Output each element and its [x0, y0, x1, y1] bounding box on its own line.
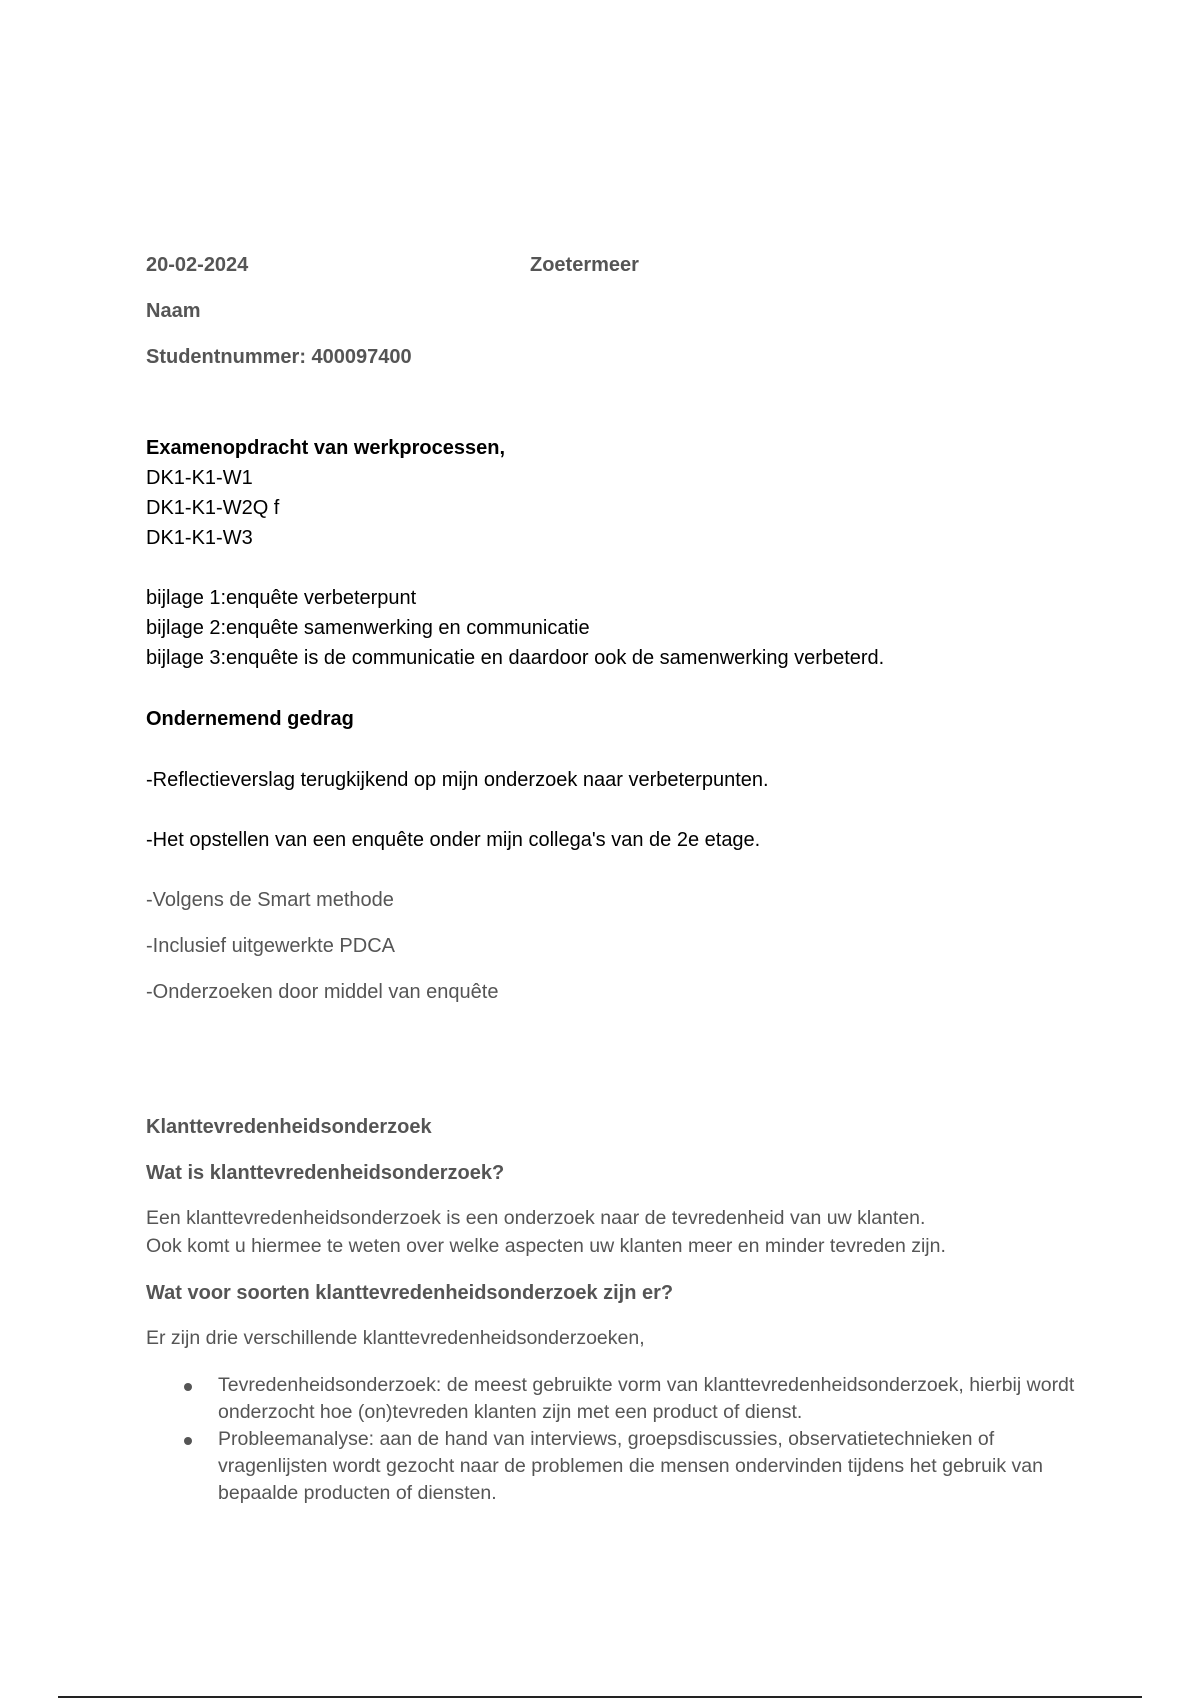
list-item — [180, 1372, 1080, 1426]
list-item — [180, 1426, 1080, 1507]
exam-title: Examenopdracht van werkprocessen, — [146, 437, 506, 459]
exam-code: DK1-K1-W2Q f — [146, 497, 280, 519]
question-heading: Wat is klanttevredenheidsonderzoek? — [146, 1162, 505, 1184]
attachment-item: bijlage 3:enquête is de communicatie en daardoor ook de samenwerking verbeterd. — [146, 647, 885, 669]
page-bottom-rule — [58, 1696, 1142, 1698]
section-heading: Ondernemend gedrag — [146, 708, 354, 730]
entrepreneurial-item: -Het opstellen van een enquête onder mijn collega's van de 2e etage. — [146, 829, 761, 851]
name-text: Naam — [146, 300, 201, 322]
exam-code: DK1-K1-W3 — [146, 527, 253, 549]
answer-text: Er zijn drie verschillende klanttevredenheidsonderzoeken, — [146, 1327, 645, 1349]
exam-code: DK1-K1-W1 — [146, 467, 253, 489]
entrepreneurial-subitem: -Onderzoeken door middel van enquête — [146, 981, 499, 1003]
bullet-dot-icon — [184, 1383, 192, 1391]
answer-text: Een klanttevredenheidsonderzoek is een onderzoek naar de tevredenheid van uw klanten. — [146, 1207, 926, 1229]
list-item-text: Probleemanalyse: aan de hand van interviews, groepsdiscussies, observatietechnieken of vragenlijsten wordt gezocht naar de problemen die mensen ondervinden tijdens het gebruik van bepaalde producten of diensten. — [218, 1428, 1043, 1504]
student-number-text: Studentnummer: 400097400 — [146, 346, 412, 368]
bullet-list — [180, 1372, 1080, 1507]
city-text: Zoetermeer — [530, 254, 639, 276]
list-item-text: Tevredenheidsonderzoek: de meest gebruikte vorm van klanttevredenheidsonderzoek, hierbij wordt onderzocht hoe (on)tevreden klanten zijn met een product of dienst. — [218, 1374, 1075, 1423]
attachment-item: bijlage 1:enquête verbeterpunt — [146, 587, 417, 609]
answer-text: Ook komt u hiermee te weten over welke aspecten uw klanten meer en minder tevreden zijn. — [146, 1235, 946, 1257]
entrepreneurial-subitem: -Inclusief uitgewerkte PDCA — [146, 935, 395, 957]
bullet-dot-icon — [184, 1437, 192, 1445]
entrepreneurial-item: -Reflectieverslag terugkijkend op mijn onderzoek naar verbeterpunten. — [146, 769, 769, 791]
date-text: 20-02-2024 — [146, 254, 249, 276]
entrepreneurial-subitem: -Volgens de Smart methode — [146, 889, 394, 911]
section-heading: Klanttevredenheidsonderzoek — [146, 1116, 432, 1138]
question-heading: Wat voor soorten klanttevredenheidsonderzoek zijn er? — [146, 1282, 674, 1304]
attachment-item: bijlage 2:enquête samenwerking en communicatie — [146, 617, 590, 639]
